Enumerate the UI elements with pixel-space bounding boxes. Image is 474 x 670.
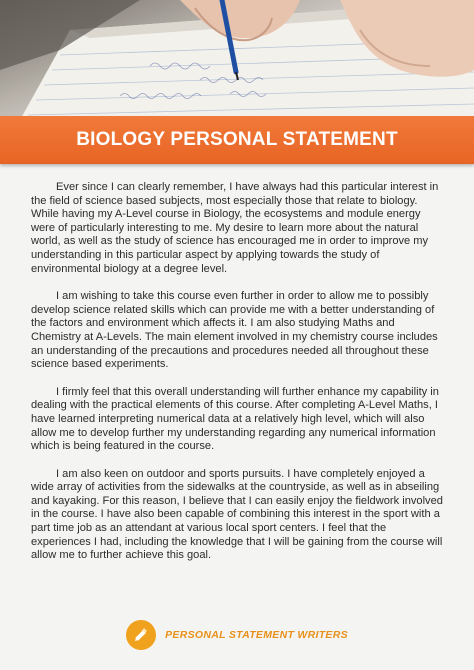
brand-name: PERSONAL STATEMENT WRITERS (165, 629, 348, 641)
hero-image (0, 0, 474, 120)
paragraph-1: Ever since I can clearly remember, I have always had this particular interest in the field of science based subjects, most especially those that relate to biology. While having my A-Level course in Biology, the ecosystems and module energy were of particularly interesting to me. My desire to learn more about the natural world, as well as the study of science has encouraged me in order to improve my understanding in this particular aspect by applying towards the study of environmental biology at a degree level. (31, 181, 439, 275)
statement-body (31, 181, 444, 577)
pencil-icon (132, 626, 150, 644)
page-title: BIOLOGY PERSONAL STATEMENT (76, 129, 398, 150)
paragraph-3: I firmly feel that this overall understanding will further enhance my capability in dealing with the practical elements of this course. After completing A-Level Maths, I have learned interpreting numerical data at a relatively high level, which will also allow me to develop further my understanding regarding any numerical information which is being featured in the course. (31, 385, 439, 453)
footer-brand (0, 617, 474, 653)
paragraph-2: I am wishing to take this course even further in order to allow me to possibly develop science related skills which can provide me with a better understanding of the factors and environment which affects it. I am also studying Maths and Chemistry at A-Levels. The main element involved in my chemistry course includes an understanding of the precautions and procedures needed all throughout these science based experiments. (31, 290, 438, 371)
brand-logo (126, 620, 156, 650)
title-banner (0, 116, 474, 164)
paragraph-4: I am also keen on outdoor and sports pursuits. I have completely enjoyed a wide array of activities from the sidewalks at the countryside, as well as in abseiling and kayaking. For this reason, I believe that I can easily enjoy the fieldwork involved in the course. I have also been capable of combining this interest in the sport with a part time job as an attendant at various local sport centers. I feel that the experiences I had, including the knowledge that I will be gaining from the course will allow me to further achieve this goal. (31, 467, 443, 562)
handwriting-photo-illustration (0, 0, 474, 120)
